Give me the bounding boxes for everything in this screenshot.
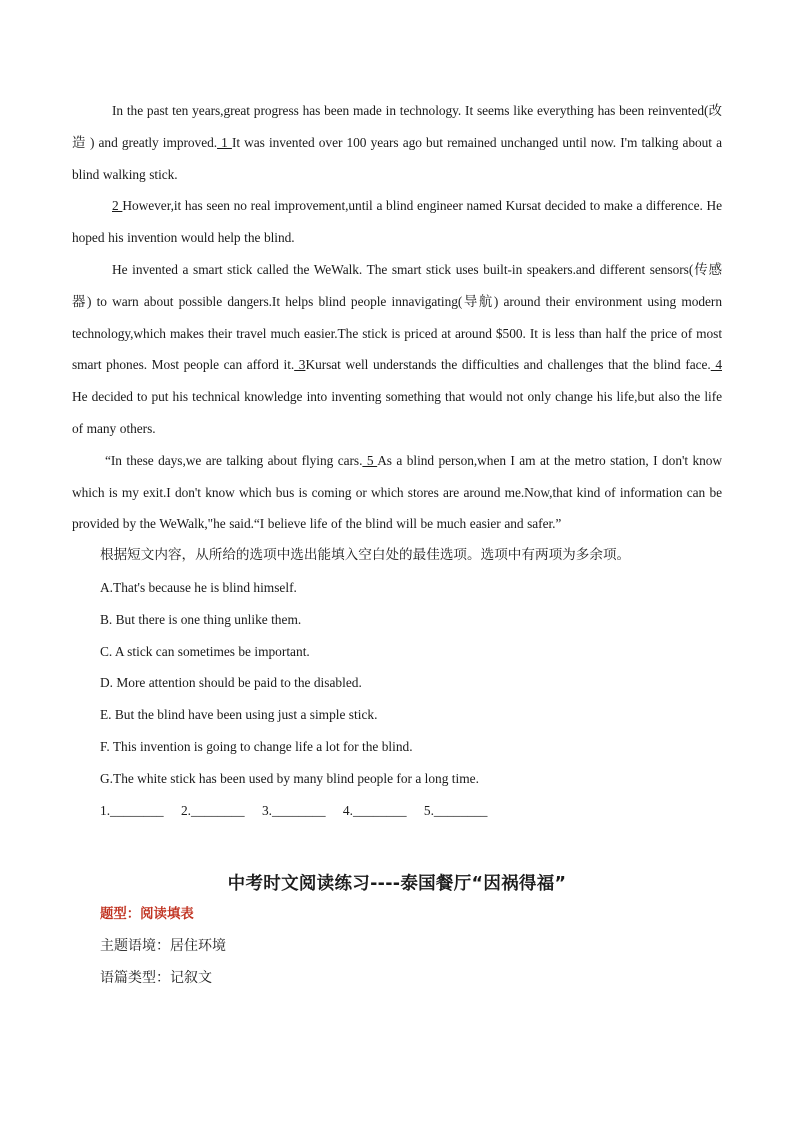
question-type-label: 题型：阅读填表 [100, 907, 194, 923]
p4-text-b: As a blind person,when I am at the metro station, I don't know which is my exit.I don't know which bus is coming or which stores are around me.Now,that kind of information can be provided by the WeWalk,"he said.“I believe life of the blind will be much easier and safer.” [72, 452, 723, 532]
option-a: A.That's because he is blind himself. [100, 579, 297, 595]
blank-1: 1 [217, 134, 232, 150]
option-e: E. But the blind have been using just a simple stick. [100, 707, 378, 723]
answer-blanks [100, 795, 722, 827]
paragraph-3 [72, 254, 722, 445]
answer-blank-3: 3.________ [261, 802, 326, 818]
answer-blank-5: 5.________ [423, 802, 488, 818]
p3-text-c: He decided to put his technical knowledge into inventing something that would not only change his life,but also the life of many others. [72, 389, 722, 436]
answer-blank-1: 1.________ [100, 802, 164, 818]
p3-text-a: He invented a smart stick called the WeWalk. The smart stick uses built-in speakers.and different sensors(传感器) to warn about possible dangers.It helps blind people innavigating(导航) around their environment using modern technology,which makes their travel much easier.The stick is priced at around $500. It is less than half the price of most smart phones. Most people can afford it. [72, 261, 722, 373]
instruction-text: 根据短文内容，从所给的选项中选出能填入空白处的最佳选项。选项中有两项为多余项。 [100, 547, 631, 564]
section-title: 中考时文阅读练习----泰国餐厅“因祸得福” [227, 874, 567, 895]
option-b: B. But there is one thing unlike them. [100, 611, 302, 627]
p1-text-b: It was invented over 100 years ago but remained unchanged until now. I'm talking about a blind walking stick. [72, 134, 722, 182]
blank-5: 5 [362, 452, 378, 468]
document-page [72, 95, 722, 995]
blank-4: 4 [710, 357, 722, 373]
options-list [100, 572, 722, 826]
theme-label: 主题语境：居住环境 [100, 938, 226, 955]
p1-text-a: In the past ten years,great progress has been made in technology. It seems like everything has been reinvented(改造 ) and greatly improved. [72, 103, 722, 150]
p3-text-b: Kursat well understands the difficulties and challenges that the blind face. [305, 357, 711, 373]
paragraph-4 [72, 445, 722, 540]
answer-blank-2: 2.________ [180, 802, 245, 818]
blank-2: 2 [112, 198, 123, 214]
option-c: C. A stick can sometimes be important. [100, 643, 310, 659]
option-f: F. This invention is going to change life a lot for the blind. [100, 738, 413, 754]
option-d: D. More attention should be paid to the disabled. [100, 675, 362, 691]
answer-blank-4: 4.________ [342, 802, 407, 818]
option-g: G.The white stick has been used by many blind people for a long time. [100, 770, 479, 786]
blank-3: 3 [294, 357, 306, 373]
p4-text-a: “In these days,we are talking about flying cars. [105, 452, 363, 468]
paragraph-1 [72, 95, 722, 190]
paragraph-2 [72, 190, 722, 254]
p2-text-a: However,it has seen no real improvement,until a blind engineer named Kursat decided to make a difference. He hoped his invention would help the blind. [72, 198, 722, 246]
genre-label: 语篇类型：记叙文 [100, 969, 212, 986]
